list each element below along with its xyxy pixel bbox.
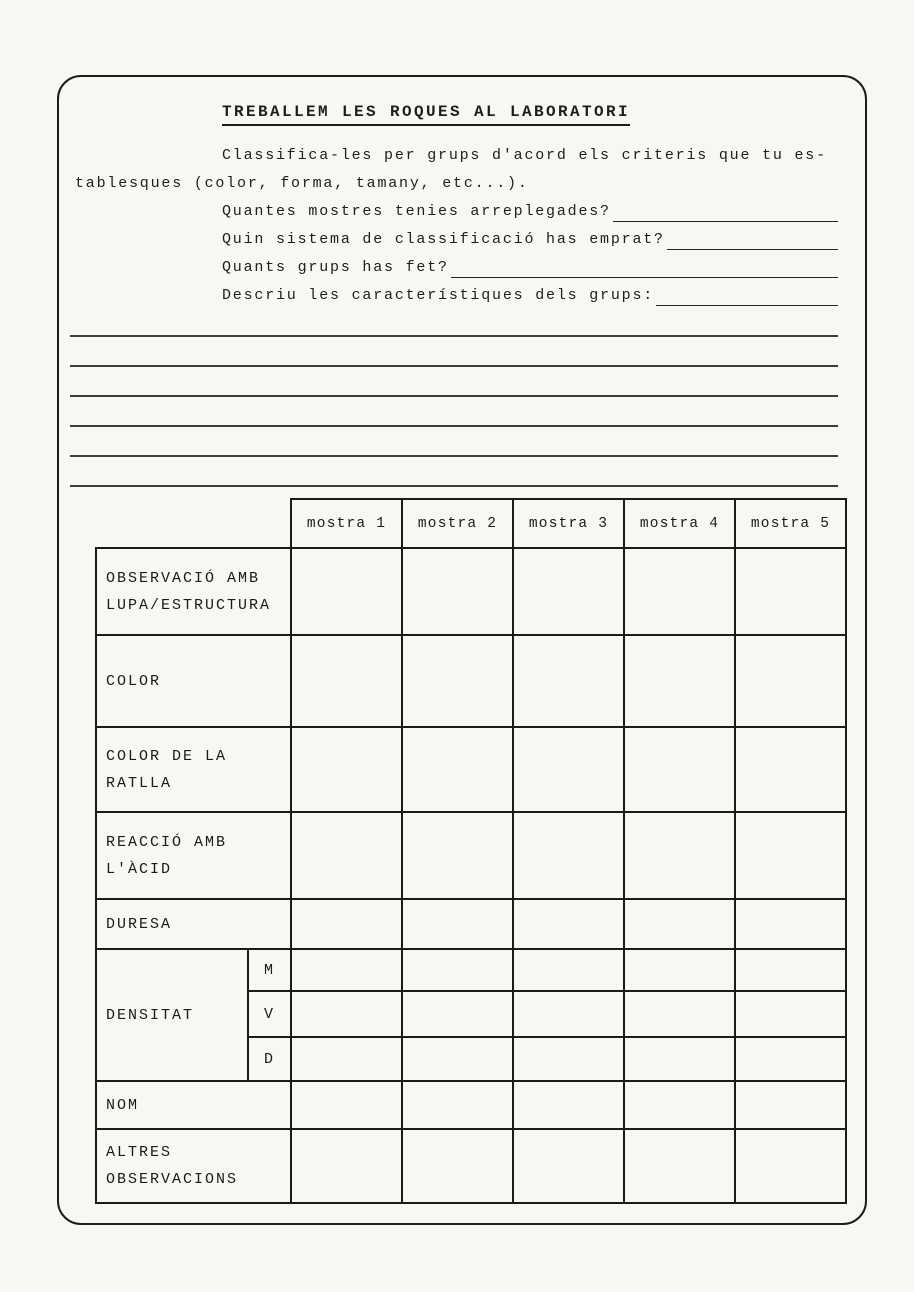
question-row-3 [222, 258, 838, 278]
cell-densitat-v-mostra-4 [624, 991, 735, 1037]
row-label-line: NOM [106, 1096, 140, 1114]
observation-table [95, 498, 847, 1204]
cell-duresa-mostra-2 [402, 899, 513, 949]
row-label-color-ratlla [96, 727, 291, 812]
column-header-mostra-4: mostra 4 [624, 499, 735, 548]
cell-altres-mostra-1 [291, 1129, 402, 1203]
cell-altres-mostra-3 [513, 1129, 624, 1203]
intro-paragraph-line-1: Classifica-les per grups d'acord els criteris que tu es- [222, 147, 827, 164]
row-label-line: DURESA [106, 915, 173, 933]
cell-densitat-v-mostra-2 [402, 991, 513, 1037]
cell-densitat-m-mostra-3 [513, 949, 624, 991]
question-row-1 [222, 202, 838, 222]
cell-densitat-d-mostra-2 [402, 1037, 513, 1081]
cell-densitat-m-mostra-1 [291, 949, 402, 991]
cell-color-ratlla-mostra-5 [735, 727, 846, 812]
row-label-line: ALTRES [106, 1144, 173, 1161]
table-row-duresa [96, 899, 846, 949]
question-text: Quants grups has fet? [222, 259, 449, 276]
cell-densitat-v-mostra-1 [291, 991, 402, 1037]
cell-reaccio-mostra-3 [513, 812, 624, 899]
cell-duresa-mostra-3 [513, 899, 624, 949]
cell-densitat-d-mostra-1 [291, 1037, 402, 1081]
writing-line [70, 427, 838, 457]
column-header-mostra-3: mostra 3 [513, 499, 624, 548]
cell-altres-mostra-2 [402, 1129, 513, 1203]
cell-densitat-v-mostra-3 [513, 991, 624, 1037]
answer-blank [656, 289, 838, 306]
cell-duresa-mostra-4 [624, 899, 735, 949]
table-row-observacio [96, 548, 846, 635]
writing-line [70, 457, 838, 487]
row-label-observacio [96, 548, 291, 635]
cell-observacio-mostra-5 [735, 548, 846, 635]
intro-paragraph-line-2: tablesques (color, forma, tamany, etc...). [75, 175, 529, 192]
cell-nom-mostra-2 [402, 1081, 513, 1129]
cell-altres-mostra-4 [624, 1129, 735, 1203]
row-label-line: OBSERVACIÓ AMB [106, 569, 261, 587]
row-label-line: DENSITAT [106, 1006, 195, 1024]
cell-color-mostra-1 [291, 635, 402, 727]
cell-reaccio-mostra-1 [291, 812, 402, 899]
row-label-color [96, 635, 291, 727]
writing-line [70, 337, 838, 367]
cell-color-ratlla-mostra-4 [624, 727, 735, 812]
row-label-line: REACCIÓ AMB [106, 833, 228, 851]
row-label-nom [96, 1081, 291, 1129]
cell-densitat-m-mostra-5 [735, 949, 846, 991]
cell-color-mostra-3 [513, 635, 624, 727]
cell-color-ratlla-mostra-1 [291, 727, 402, 812]
answer-blank [451, 261, 838, 278]
cell-densitat-d-mostra-3 [513, 1037, 624, 1081]
cell-reaccio-mostra-4 [624, 812, 735, 899]
cell-reaccio-mostra-5 [735, 812, 846, 899]
question-text: Quin sistema de classificació has emprat? [222, 231, 665, 248]
question-text: Descriu les característiques dels grups: [222, 287, 655, 304]
question-text: Quantes mostres tenies arreplegades? [222, 203, 611, 220]
cell-duresa-mostra-1 [291, 899, 402, 949]
column-header-mostra-2: mostra 2 [402, 499, 513, 548]
cell-observacio-mostra-4 [624, 548, 735, 635]
sub-row-label-v: V [248, 991, 291, 1037]
sub-row-label-d: D [248, 1037, 291, 1081]
table-row-reaccio [96, 812, 846, 899]
row-label-line: LUPA/ESTRUCTURA [106, 596, 272, 614]
cell-densitat-d-mostra-5 [735, 1037, 846, 1081]
cell-duresa-mostra-5 [735, 899, 846, 949]
row-label-altres [96, 1129, 291, 1203]
header-spacer [96, 499, 291, 548]
sub-row-label-m: M [248, 949, 291, 991]
column-header-mostra-5: mostra 5 [735, 499, 846, 548]
row-label-densitat [96, 949, 248, 1081]
row-label-line: OBSERVACIONS [106, 1171, 239, 1188]
table-row-color [96, 635, 846, 727]
cell-nom-mostra-4 [624, 1081, 735, 1129]
header-row [96, 499, 846, 548]
row-label-line: COLOR [106, 672, 162, 690]
cell-densitat-d-mostra-4 [624, 1037, 735, 1081]
cell-reaccio-mostra-2 [402, 812, 513, 899]
cell-densitat-v-mostra-5 [735, 991, 846, 1037]
row-label-line: COLOR DE LA [106, 747, 228, 765]
writing-line [70, 307, 838, 337]
cell-color-ratlla-mostra-2 [402, 727, 513, 812]
cell-nom-mostra-5 [735, 1081, 846, 1129]
row-label-duresa [96, 899, 291, 949]
row-label-line: L'ÀCID [106, 860, 173, 878]
cell-altres-mostra-5 [735, 1129, 846, 1203]
cell-color-mostra-5 [735, 635, 846, 727]
table-row-color-ratlla [96, 727, 846, 812]
table-row-nom [96, 1081, 846, 1129]
cell-color-mostra-2 [402, 635, 513, 727]
answer-blank [667, 233, 838, 250]
writing-line [70, 367, 838, 397]
cell-densitat-m-mostra-4 [624, 949, 735, 991]
question-row-2 [222, 230, 838, 250]
cell-color-ratlla-mostra-3 [513, 727, 624, 812]
cell-color-mostra-4 [624, 635, 735, 727]
column-header-mostra-1: mostra 1 [291, 499, 402, 548]
writing-line [70, 397, 838, 427]
row-label-line: RATLLA [106, 774, 173, 792]
cell-densitat-m-mostra-2 [402, 949, 513, 991]
cell-observacio-mostra-2 [402, 548, 513, 635]
row-label-reaccio [96, 812, 291, 899]
table-row-densitat-m [96, 949, 846, 991]
worksheet-title: TREBALLEM LES ROQUES AL LABORATORI [222, 103, 630, 126]
cell-nom-mostra-1 [291, 1081, 402, 1129]
cell-nom-mostra-3 [513, 1081, 624, 1129]
question-row-4 [222, 286, 838, 306]
cell-observacio-mostra-1 [291, 548, 402, 635]
cell-observacio-mostra-3 [513, 548, 624, 635]
answer-blank [613, 205, 838, 222]
writing-lines-block [70, 307, 838, 487]
table-row-altres [96, 1129, 846, 1203]
